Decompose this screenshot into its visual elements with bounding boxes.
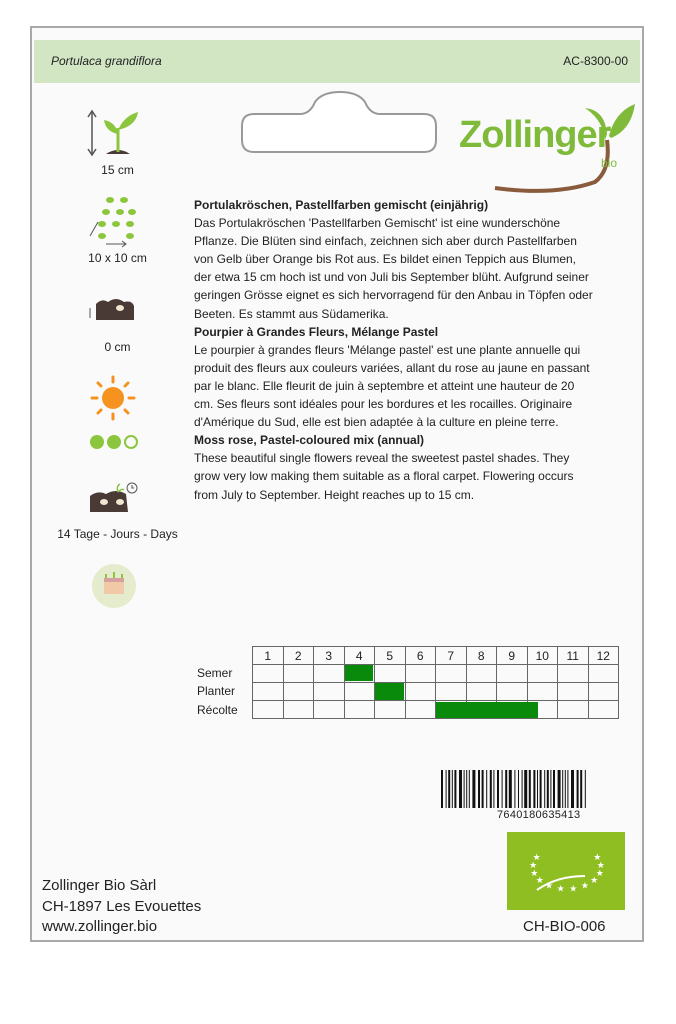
depth-label: 0 cm — [104, 340, 131, 354]
month-cell: 10 — [527, 647, 558, 665]
calendar-cell — [405, 665, 436, 683]
calendar-cell — [436, 683, 467, 701]
header-band — [34, 40, 640, 83]
logo-bio: bio — [601, 156, 618, 170]
calendar-header-row — [253, 647, 619, 665]
svg-text:★: ★ — [529, 859, 538, 870]
month-cell: 7 — [436, 647, 467, 665]
zollinger-logo — [455, 100, 640, 205]
month-cell: 9 — [497, 647, 528, 665]
calendar-cell — [497, 665, 528, 683]
calendar-row-label: Planter — [197, 684, 236, 699]
text-fr: Le pourpier à grandes fleurs 'Mélange pastel' est une plante annuelle qui produit des fleurs aux couleurs variées, allant du rose au jaune en passant par le blanc. Elle fleurit de juin à septembre et atteint une hauteur de 20 cm. Ses fleurs sont idéales pour les bordures et les rocailles. Originaire d'Amérique du Sud, elle est bien adaptée à la culture en pleine terre. — [194, 342, 590, 430]
month-cell: 6 — [405, 647, 436, 665]
calendar-cell — [283, 683, 314, 701]
water-level-icon — [88, 433, 140, 451]
height-label: 15 cm — [101, 163, 134, 177]
calendar-cell — [527, 683, 558, 701]
description-block — [194, 196, 594, 504]
month-cell: 3 — [314, 647, 345, 665]
svg-text:★: ★ — [590, 875, 599, 886]
svg-text:★: ★ — [595, 867, 604, 878]
height-icon — [84, 108, 144, 160]
calendar-cell — [558, 701, 589, 719]
spacing-label: 10 x 10 cm — [88, 251, 147, 265]
calendar-bar — [436, 702, 538, 718]
month-cell: 2 — [283, 647, 314, 665]
svg-text:★: ★ — [532, 852, 541, 863]
calendar-cell — [588, 701, 619, 719]
calendar-cell — [558, 665, 589, 683]
company-address — [42, 876, 201, 938]
calendar-cell — [405, 701, 436, 719]
certification-code: CH-BIO-006 — [523, 918, 606, 935]
latin-name: Portulaca grandiflora — [51, 54, 162, 68]
company-website[interactable]: www.zollinger.bio — [42, 918, 158, 935]
calendar-cell — [314, 683, 345, 701]
calendar-cell — [375, 701, 406, 719]
title-en: Moss rose, Pastel-coloured mix (annual) — [194, 433, 425, 448]
eu-leaf-icon — [507, 832, 625, 910]
calendar-cell — [314, 701, 345, 719]
label-window — [240, 90, 440, 156]
svg-text:★: ★ — [596, 859, 605, 870]
title-fr: Pourpier à Grandes Fleurs, Mélange Pastel — [194, 324, 439, 339]
logo-wordmark: Zollinger — [459, 114, 611, 156]
month-cell: 12 — [588, 647, 619, 665]
svg-text:★: ★ — [530, 867, 539, 878]
article-code: AC-8300-00 — [563, 54, 628, 68]
calendar-row — [253, 683, 619, 701]
calendar-cell — [283, 701, 314, 719]
month-cell: 5 — [375, 647, 406, 665]
calendar-cell — [405, 683, 436, 701]
month-cell: 1 — [253, 647, 284, 665]
sun-icon — [90, 375, 136, 421]
company-name: Zollinger Bio Sàrl — [42, 877, 157, 894]
calendar-cell — [588, 683, 619, 701]
spacing-icon — [86, 192, 142, 250]
barcode-icon — [439, 770, 621, 808]
calendar-cell — [436, 665, 467, 683]
germination-icon — [86, 482, 142, 514]
svg-text:★: ★ — [544, 880, 554, 891]
calendar-cell — [344, 683, 375, 701]
calendar-cell — [375, 665, 406, 683]
text-de: Das Portulakröschen 'Pastellfarben Gemischt' ist eine wunderschöne Pflanze. Die Blüten sind einfach, zeichnen sich aber durch Pastellfarben von Gelb über Orange bis Rot aus. Es bildet einen Teppich aus Blumen, der etwa 15 cm hoch ist und von Juli bis September blüht. Aufgrund seiner geringen Grösse eignet es sich hervorragend für den Anbau in Töpfen oder Beeten. Es stammt aus Südamerika. — [194, 216, 593, 321]
ean-number: 7640180635413 — [497, 809, 581, 821]
organic-badge-icon — [90, 560, 138, 612]
sowing-depth-icon — [86, 296, 138, 322]
calendar-cell — [497, 683, 528, 701]
calendar-cell — [283, 665, 314, 683]
svg-text:★: ★ — [569, 883, 578, 894]
calendar-cell — [253, 665, 284, 683]
calendar-cell — [588, 665, 619, 683]
calendar-row-label: Semer — [197, 666, 233, 681]
germination-label: 14 Tage - Jours - Days — [57, 527, 178, 541]
svg-text:★: ★ — [535, 875, 544, 886]
title-de: Portulakröschen, Pastellfarben gemischt (einjährig) — [194, 198, 489, 212]
svg-text:★: ★ — [556, 883, 565, 894]
month-cell: 4 — [344, 647, 375, 665]
month-cell: 11 — [558, 647, 589, 665]
calendar-cell — [558, 683, 589, 701]
company-city: CH-1897 Les Evouettes — [42, 897, 202, 915]
text-en: These beautiful single flowers reveal the sweetest pastel shades. They grow very low making them suitable as a floral carpet. Flowering occurs from July to September. Height reaches up to 15 cm. — [194, 451, 574, 502]
calendar-cell — [253, 701, 284, 719]
calendar-cell — [253, 683, 284, 701]
calendar-bar — [345, 665, 374, 681]
calendar-row — [253, 665, 619, 683]
calendar-cell — [466, 665, 497, 683]
calendar-cell — [466, 683, 497, 701]
calendar-cell — [344, 701, 375, 719]
calendar-bar — [375, 683, 404, 699]
svg-text:★: ★ — [593, 852, 602, 863]
svg-text:★: ★ — [580, 880, 590, 891]
calendar-row-label: Récolte — [197, 702, 238, 717]
month-cell: 8 — [466, 647, 497, 665]
calendar-cell — [314, 665, 345, 683]
calendar-cell — [527, 665, 558, 683]
eu-organic-logo — [507, 832, 625, 910]
